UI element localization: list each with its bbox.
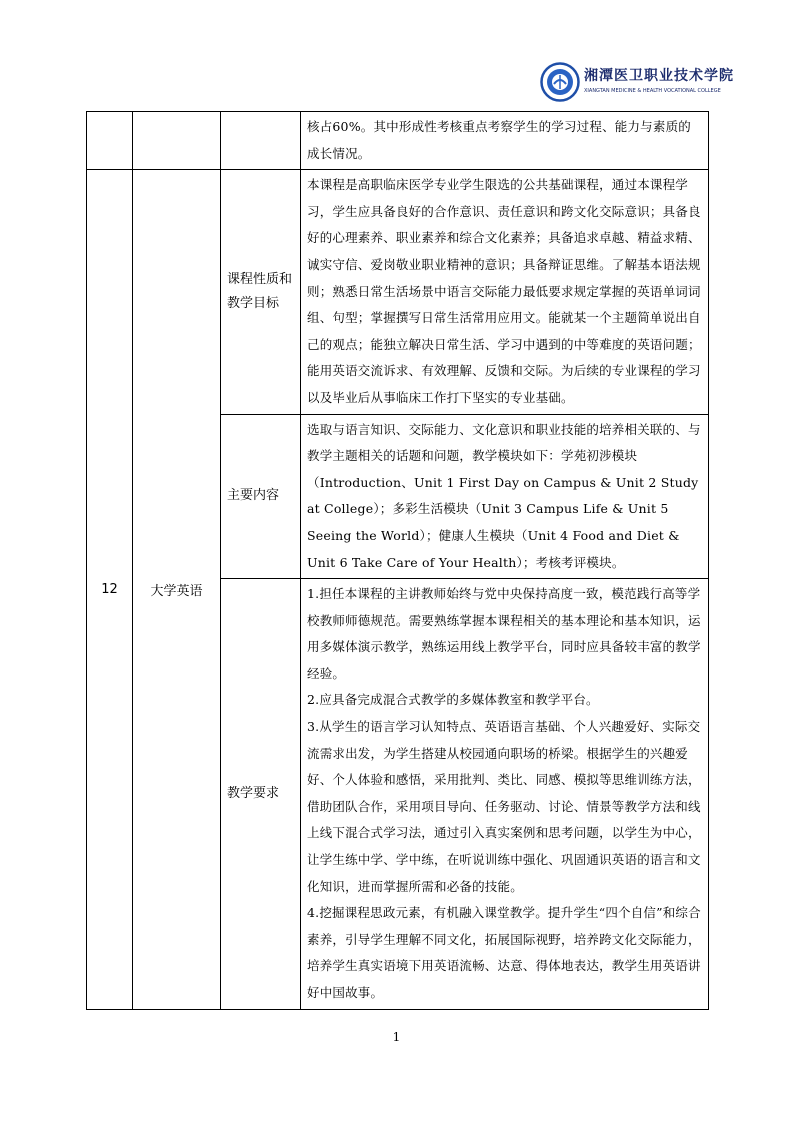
- section-content: 本课程是高职临床医学专业学生限选的公共基础课程，通过本课程学习，学生应具备良好的合作意识、责任意识和跨文化交际意识；具备良好的心理素养、职业素养和综合文化素养；具备追求卓越、精益求精、诚实守信、爱岗敬业职业精神的意识；具备辩证思维。了解基本语法规则；熟悉日常生活场景中语言交际能力最低要求规定掌握的英语单词词组、句型；掌握撰写日常生活常用应用文。能就某一个主题简单说出自己的观点；能独立解决日常生活、学习中遇到的中等难度的英语问题；能用英语交流诉求、有效理解、反馈和交际。为后续的专业课程的学习以及毕业后从事临床工作打下坚实的专业基础。: [301, 170, 709, 414]
- college-logo: [540, 62, 740, 106]
- empty-cell: [221, 112, 301, 170]
- table-row: [87, 170, 709, 414]
- row-number: 12: [87, 170, 133, 1009]
- empty-cell: [87, 112, 133, 170]
- course-table: [86, 111, 709, 1010]
- logo-chinese-name: 湘潭医卫职业技术学院: [584, 68, 734, 84]
- section-label: 主要内容: [221, 414, 301, 579]
- course-name: 大学英语: [133, 170, 221, 1009]
- table-row: [87, 112, 709, 170]
- section-content: 选取与语言知识、交际能力、文化意识和职业技能的培养相关联的、与教学主题相关的话题和问题，教学模块如下：学苑初涉模块（Introduction、Unit 1 First Day on Campus & Unit 2 Study at College）；多彩生活模块（Unit 3 Campus Life & Unit 5 Seeing the World）；健康人生模块（Unit 4 Food and Diet & Unit 6 Take Care of Your Health）；考核考评模块。: [301, 414, 709, 579]
- empty-cell: [133, 112, 221, 170]
- section-content: 1.担任本课程的主讲教师始终与党中央保持高度一致，模范践行高等学校教师师德规范。需要熟练掌握本课程相关的基本理论和基本知识，运用多媒体演示教学，熟练运用线上教学平台，同时应具备较丰富的教学经验。 2.应具备完成混合式教学的多媒体教室和教学平台。 3.从学生的语言学习认知特点、英语语言基础、个人兴趣爱好、实际交流需求出发，为学生搭建从校园通向职场的桥梁。根据学生的兴趣爱好、个人体验和感悟，采用批判、类比、同感、模拟等思维训练方法，借助团队合作，采用项目导向、任务驱动、讨论、情景等教学方法和线上线下混合式学习法，通过引入真实案例和思考问题，以学生为中心，让学生练中学、学中练，在听说训练中强化、巩固通识英语的语言和文化知识，进而掌握所需和必备的技能。 4.挖掘课程思政元素，有机融入课堂教学。提升学生“四个自信”和综合素养，引导学生理解不同文化，拓展国际视野，培养跨文化交际能力，培养学生真实语境下用英语流畅、达意、得体地表达，教学生用英语讲好中国故事。: [301, 579, 709, 1010]
- logo-english-name: XIANGTAN MEDICINE & HEALTH VOCATIONAL COLLEGE: [584, 88, 721, 94]
- college-emblem-icon: [540, 62, 580, 102]
- prev-row-text: 核占60%。其中形成性考核重点考察学生的学习过程、能力与素质的成长情况。: [301, 112, 709, 170]
- section-label: 教学要求: [221, 579, 301, 1010]
- page-number: 1: [392, 1030, 401, 1044]
- section-label: 课程性质和教学目标: [221, 170, 301, 414]
